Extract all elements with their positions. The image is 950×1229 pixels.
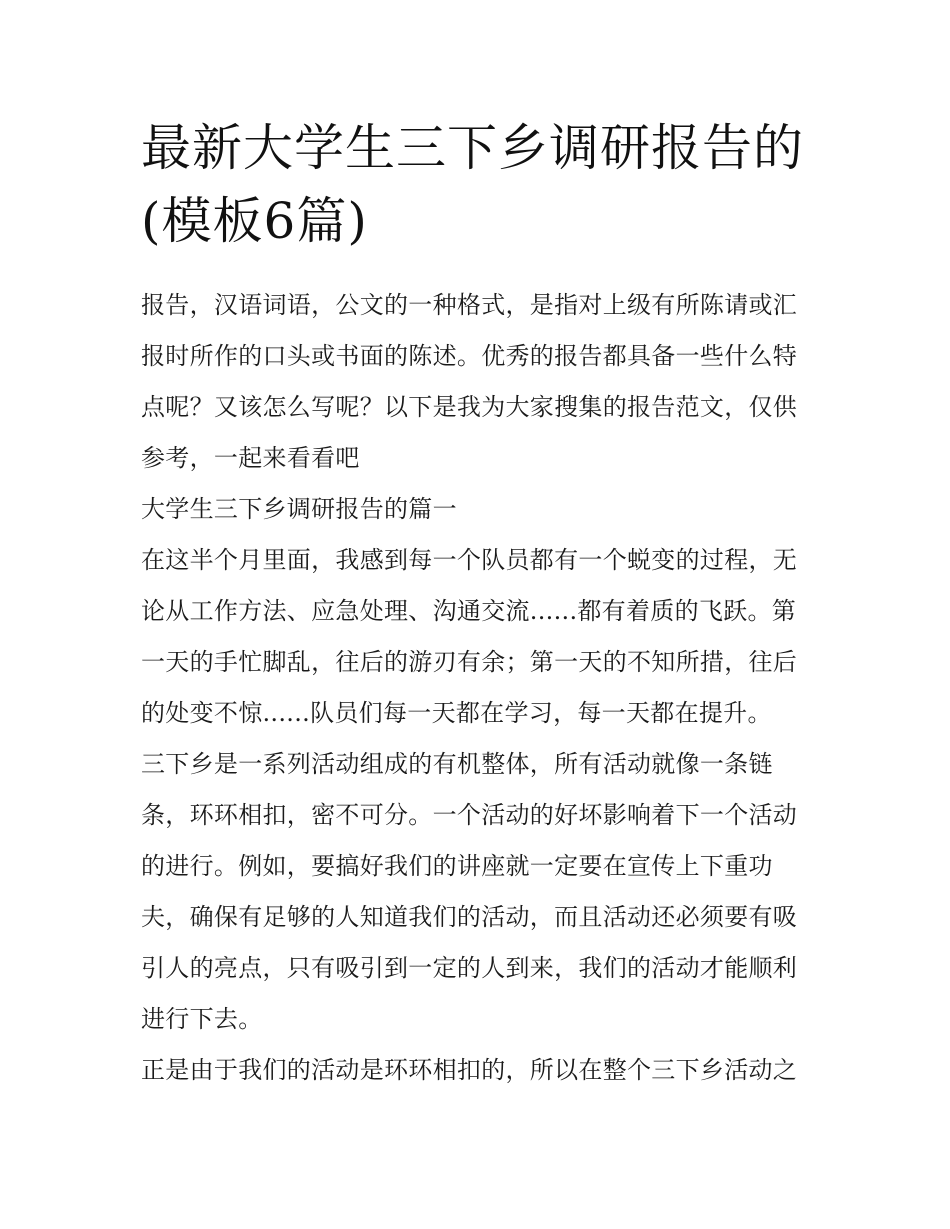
document-title [141,112,821,258]
document-body [141,280,821,1096]
text-line: 点呢？又该怎么写呢？以下是我为大家搜集的报告范文，仅供 [141,393,798,421]
text-line: 报时所作的口头或书面的陈述。优秀的报告都具备一些什么特 [141,342,798,370]
text-line: 条，环环相扣，密不可分。一个活动的好坏影响着下一个活动 [141,801,798,829]
title-line-1: 最新大学生三下乡调研报告的 [141,119,804,177]
text-line: 三下乡是一系列活动组成的有机整体，所有活动就像一条链 [141,750,773,778]
text-line: 夫，确保有足够的人知道我们的活动，而且活动还必须要有吸 [141,903,798,931]
text-line: 论从工作方法、应急处理、沟通交流......都有着质的飞跃。第 [141,597,797,625]
text-line: 进行下去。 [141,1005,263,1033]
text-line: 的进行。例如，要搞好我们的讲座就一定要在宣传上下重功 [141,852,773,880]
text-line: 引人的亮点，只有吸引到一定的人到来，我们的活动才能顺利 [141,954,798,982]
text-line: 在这半个月里面，我感到每一个队员都有一个蜕变的过程，无 [141,546,798,574]
text-line: 正是由于我们的活动是环环相扣的，所以在整个三下乡活动之 [141,1056,798,1084]
section-heading: 大学生三下乡调研报告的篇一 [141,495,457,523]
text-line: 一天的手忙脚乱，往后的游刃有余；第一天的不知所措，往后 [141,648,798,676]
title-line-2: (模板6篇) [141,192,368,250]
text-line: 报告，汉语词语，公文的一种格式，是指对上级有所陈请或汇 [141,291,798,319]
text-line: 的处变不惊......队员们每一天都在学习，每一天都在提升。 [141,699,772,727]
text-line: 参考，一起来看看吧 [141,444,360,472]
